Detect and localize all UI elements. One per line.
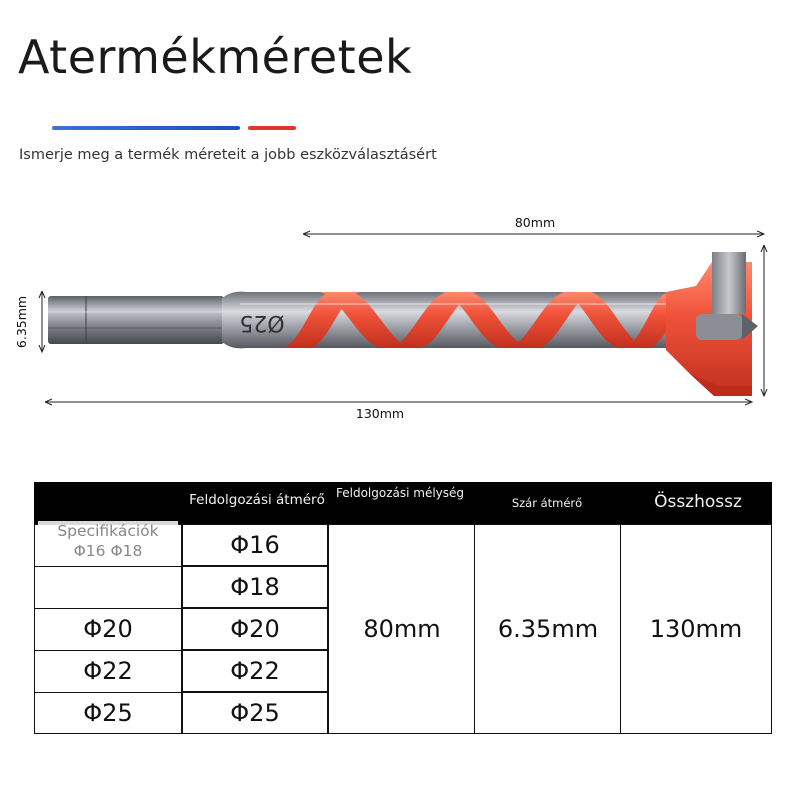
header-depth: Feldolgozási mélység (335, 486, 465, 500)
dim-635-label: 6.35mm (14, 295, 29, 349)
diameter-cell-5: Φ25 (182, 692, 328, 734)
left-row-4: Φ22 (83, 657, 133, 685)
spec-label-block (38, 521, 178, 561)
diameter-cell-4: Φ22 (182, 650, 328, 692)
left-row-5: Φ25 (83, 699, 133, 727)
diameter-cell-3: Φ20 (182, 608, 328, 650)
shank-marking: Ø25 (239, 310, 285, 335)
left-divider-1 (34, 566, 182, 567)
page-subtitle: Ismerje meg a termék méreteit a jobb eszközválasztásért (19, 147, 437, 163)
spec-table (34, 482, 772, 734)
left-row-3: Φ20 (83, 615, 133, 643)
drill-bit-drawing (0, 200, 800, 430)
diameter-cell-1: Φ16 (182, 524, 328, 566)
spec-label: Specifikációk (57, 522, 159, 540)
dim-130-label: 130mm (355, 406, 405, 421)
dim-80-label: 80mm (514, 215, 556, 230)
header-shank: Szár átmérő (511, 496, 583, 510)
header-diameter: Feldolgozási átmérő (189, 492, 325, 508)
header-total: Összhossz (654, 492, 742, 512)
left-divider-4 (34, 692, 182, 693)
left-divider-3 (34, 650, 182, 651)
accent-bar-red (248, 126, 296, 130)
accent-bar-blue (52, 126, 240, 130)
diameter-cell-2: Φ18 (182, 566, 328, 608)
shank-value: 6.35mm (474, 524, 622, 734)
page-title: Atermékméretek (18, 30, 413, 84)
spec-sub: Φ16 Φ18 (73, 542, 143, 560)
depth-value: 80mm (328, 524, 476, 734)
total-value: 130mm (620, 524, 772, 734)
left-divider-2 (34, 608, 182, 609)
